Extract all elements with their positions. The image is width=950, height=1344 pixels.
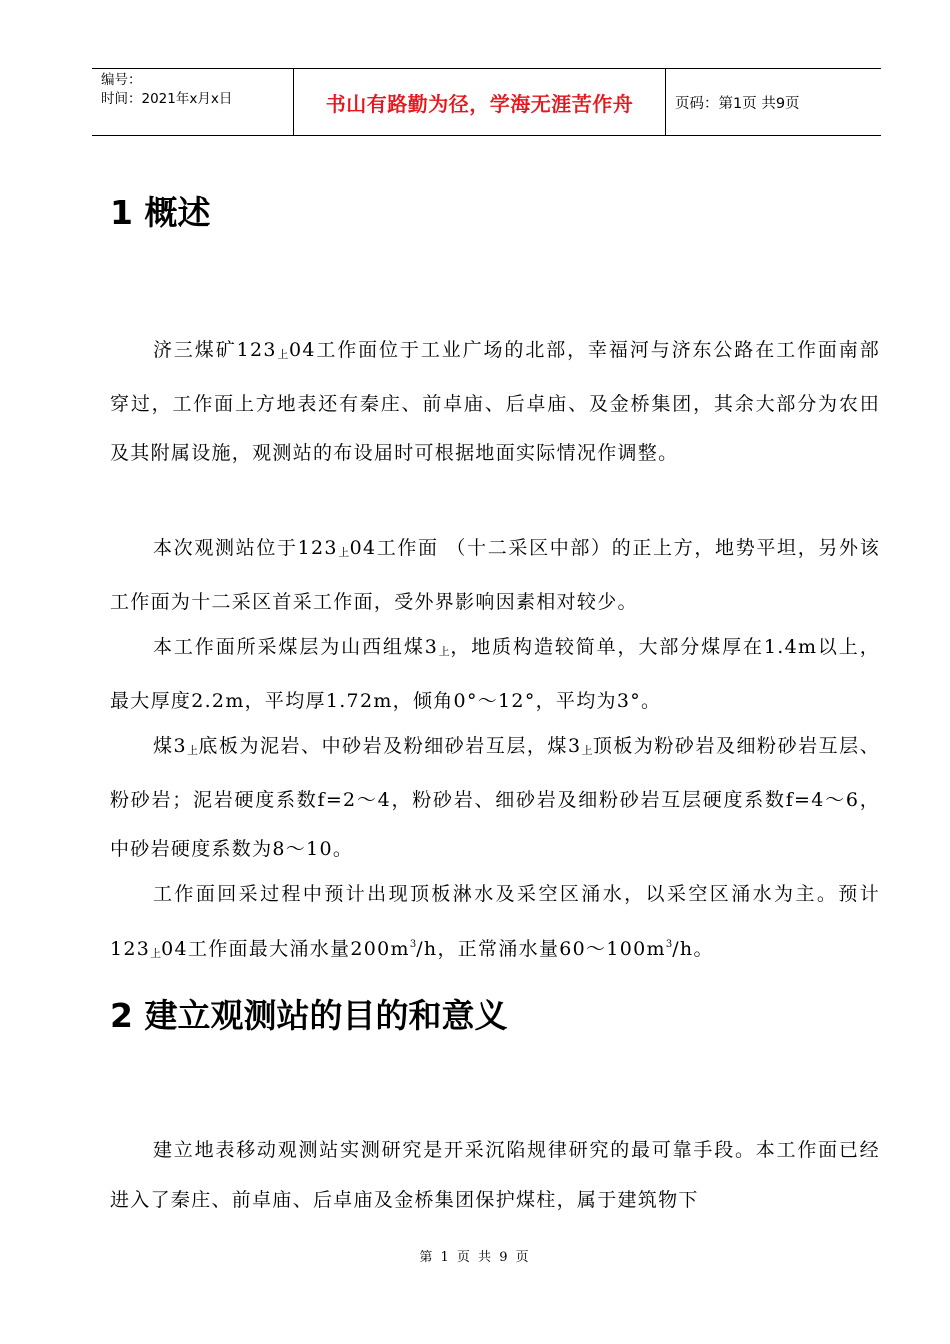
header-time-label: 时间：2021年x月x日 (101, 91, 233, 107)
subscript-shang: 上 (276, 348, 289, 361)
text-run: /h，正常涌水量60～100m (416, 937, 666, 960)
section1-paragraph-3 (110, 623, 880, 726)
subscript-shang: 上 (337, 546, 350, 559)
section1-paragraph-4 (110, 722, 880, 875)
section1-heading: 1 概述 (110, 193, 211, 232)
section1-paragraph-2 (110, 524, 880, 627)
header-motto-cell (293, 69, 666, 135)
text-run: 底板为泥岩、中砂岩及粉细砂岩互层，煤3 (198, 735, 582, 757)
subscript-shang: 上 (186, 744, 199, 757)
subscript-shang: 上 (581, 744, 593, 757)
text-run: 本工作面所采煤层为山西组煤3 (153, 636, 439, 658)
text-run: ，地质构造较简单，大部分煤厚在1.4m以上，最大厚度2.2m，平均厚1.72m，倾角0°～12°，平均为3°。 (110, 636, 881, 712)
subscript-shang: 上 (438, 645, 451, 658)
text-run: 顶板为粉砂岩及细粉砂岩互层、粉砂岩；泥岩硬度系数f=2～4，粉砂岩、细砂岩及细粉砂岩互层硬度系数f=4～6，中砂岩硬度系数为8～10。 (110, 735, 881, 860)
superscript-cubic: 3 (665, 938, 673, 950)
text-run: 04工作面最大涌水量200m (161, 937, 410, 960)
page-footer: 第 1 页 共 9 页 (419, 1250, 531, 1265)
text-run: 本次观测站位于123 (153, 537, 338, 559)
header-page-info-cell (666, 69, 881, 135)
header-motto: 书山有路勤为径，学海无涯苦作舟 (325, 91, 634, 116)
text-run: 04工作面 （十二采区中部）的正上方，地势平坦，另外该工作面为十二采区首采工作面，受外界影响因素相对较少。 (110, 537, 881, 613)
section2-heading: 2 建立观测站的目的和意义 (110, 996, 508, 1035)
superscript-cubic: 3 (409, 938, 417, 950)
header-number-label: 编号： (101, 72, 142, 88)
text-run: 工作面回采过程中预计出现顶板淋水及采空区涌水，以采空区涌水为主。预计123 (110, 883, 880, 960)
page-header (92, 68, 881, 136)
section2-paragraph-1: 建立地表移动观测站实测研究是开采沉陷规律研究的最可靠手段。本工作面已经进入了秦庄、前卓庙、后卓庙及金桥集团保护煤柱，属于建筑物下 (110, 1139, 880, 1211)
header-page-info: 页码：第1页 共9页 (675, 95, 800, 112)
subscript-shang: 上 (150, 946, 162, 960)
text-run: 04工作面位于工业广场的北部，幸福河与济东公路在工作面南部穿过，工作面上方地表还有秦庄、前卓庙、后卓庙、及金桥集团，其余大部分为农田及其附属设施，观测站的布设届时可根据地面实际情况作调整。 (110, 339, 880, 464)
header-meta-cell (92, 69, 293, 135)
section1-paragraph-5 (110, 870, 880, 978)
text-run: /h。 (672, 937, 714, 960)
text-run: 煤3 (153, 735, 187, 757)
text-run: 济三煤矿123 (153, 339, 277, 361)
section1-paragraph-1 (110, 326, 880, 479)
